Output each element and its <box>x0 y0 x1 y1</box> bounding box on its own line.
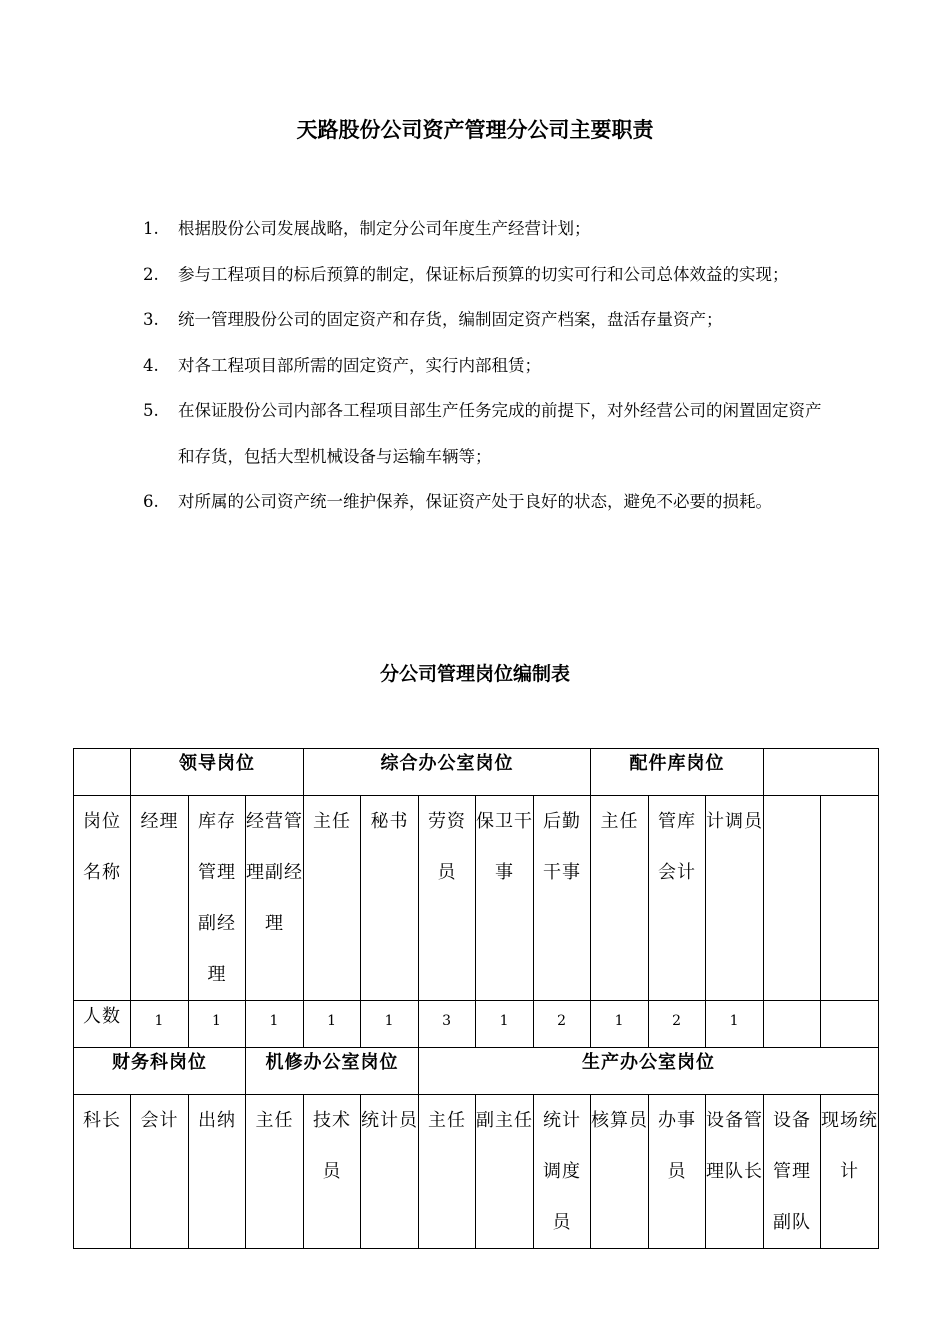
group-header-general-office: 综合办公室岗位 <box>304 749 591 796</box>
group-header-parts-warehouse: 配件库岗位 <box>591 749 764 796</box>
position-cell: 统计员 <box>361 1095 419 1249</box>
duty-text: 对各工程项目部所需的固定资产，实行内部租赁； <box>178 355 541 375</box>
count-cell: 2 <box>534 1001 591 1048</box>
empty-cell <box>764 1001 821 1048</box>
count-cell: 1 <box>591 1001 649 1048</box>
count-cell: 1 <box>304 1001 361 1048</box>
duty-text: 统一管理股份公司的固定资产和存货，编制固定资产档案，盘活存量资产； <box>178 310 723 329</box>
position-cell: 后勤干事 <box>534 796 591 1001</box>
count-cell: 1 <box>476 1001 534 1048</box>
count-cell: 1 <box>361 1001 419 1048</box>
position-cell: 主任 <box>419 1095 476 1249</box>
count-cell: 1 <box>706 1001 764 1048</box>
position-cell: 办事员 <box>649 1095 706 1249</box>
position-cell: 统计调度员 <box>534 1095 591 1249</box>
empty-cell <box>764 796 821 1001</box>
position-cell: 技术员 <box>304 1095 361 1249</box>
duties-list <box>143 206 823 525</box>
position-cell: 出纳 <box>189 1095 246 1249</box>
duty-text: 在保证股份公司内部各工程项目部生产任务完成的前提下，对外经营公司的闲置固定资产和存货，包括大型机械设备与运输车辆等； <box>178 401 822 466</box>
duty-number: 1. <box>143 219 159 238</box>
duty-item <box>143 388 823 479</box>
count-cell: 3 <box>419 1001 476 1048</box>
position-cell: 保卫干事 <box>476 796 534 1001</box>
position-cell: 科长 <box>74 1095 131 1249</box>
duty-item <box>143 252 823 298</box>
empty-cell <box>821 796 879 1001</box>
count-cell: 1 <box>246 1001 304 1048</box>
empty-cell <box>821 1001 879 1048</box>
position-cell: 现场统计 <box>821 1095 879 1249</box>
position-cell: 劳资员 <box>419 796 476 1001</box>
group-header-leadership: 领导岗位 <box>131 749 304 796</box>
count-cell: 1 <box>131 1001 189 1048</box>
duty-item <box>143 479 823 525</box>
position-cell: 秘书 <box>361 796 419 1001</box>
table-title: 分公司管理岗位编制表 <box>379 663 570 685</box>
position-cell: 主任 <box>591 796 649 1001</box>
duty-text: 参与工程项目的标后预算的制定，保证标后预算的切实可行和公司总体效益的实现； <box>178 264 789 284</box>
duty-number: 6. <box>143 492 159 511</box>
empty-cell <box>74 749 131 796</box>
group-header-finance: 财务科岗位 <box>74 1048 246 1095</box>
duty-number: 4. <box>143 355 159 375</box>
duty-text: 根据股份公司发展战略，制定分公司年度生产经营计划； <box>178 219 591 238</box>
empty-cell <box>764 749 879 796</box>
position-cell: 设备管理副队 <box>764 1095 821 1249</box>
position-cell: 库存管理副经理 <box>189 796 246 1001</box>
position-cell: 经营管理副经理 <box>246 796 304 1001</box>
row-label-headcount: 人数 <box>74 1001 131 1048</box>
position-cell: 主任 <box>304 796 361 1001</box>
row-label-position-name: 岗位名称 <box>74 796 131 1001</box>
count-cell: 2 <box>649 1001 706 1048</box>
duty-number: 5. <box>143 401 159 420</box>
staffing-table <box>73 748 879 1249</box>
group-header-repair-office: 机修办公室岗位 <box>246 1048 419 1095</box>
duty-item <box>143 343 823 389</box>
page-title: 天路股份公司资产管理分公司主要职责 <box>296 118 654 142</box>
duty-item <box>143 297 823 343</box>
position-cell: 主任 <box>246 1095 304 1249</box>
position-cell: 设备管理队长 <box>706 1095 764 1249</box>
position-cell: 会计 <box>131 1095 189 1249</box>
duty-text: 对所属的公司资产统一维护保养，保证资产处于良好的状态，避免不必要的损耗。 <box>178 492 772 511</box>
position-cell: 计调员 <box>706 796 764 1001</box>
position-cell: 副主任 <box>476 1095 534 1249</box>
duty-number: 3. <box>143 310 159 329</box>
count-cell: 1 <box>189 1001 246 1048</box>
duty-item <box>143 206 823 252</box>
position-cell: 经理 <box>131 796 189 1001</box>
duty-number: 2. <box>143 264 159 284</box>
group-header-production-office: 生产办公室岗位 <box>419 1048 879 1095</box>
position-cell: 核算员 <box>591 1095 649 1249</box>
position-cell: 管库会计 <box>649 796 706 1001</box>
